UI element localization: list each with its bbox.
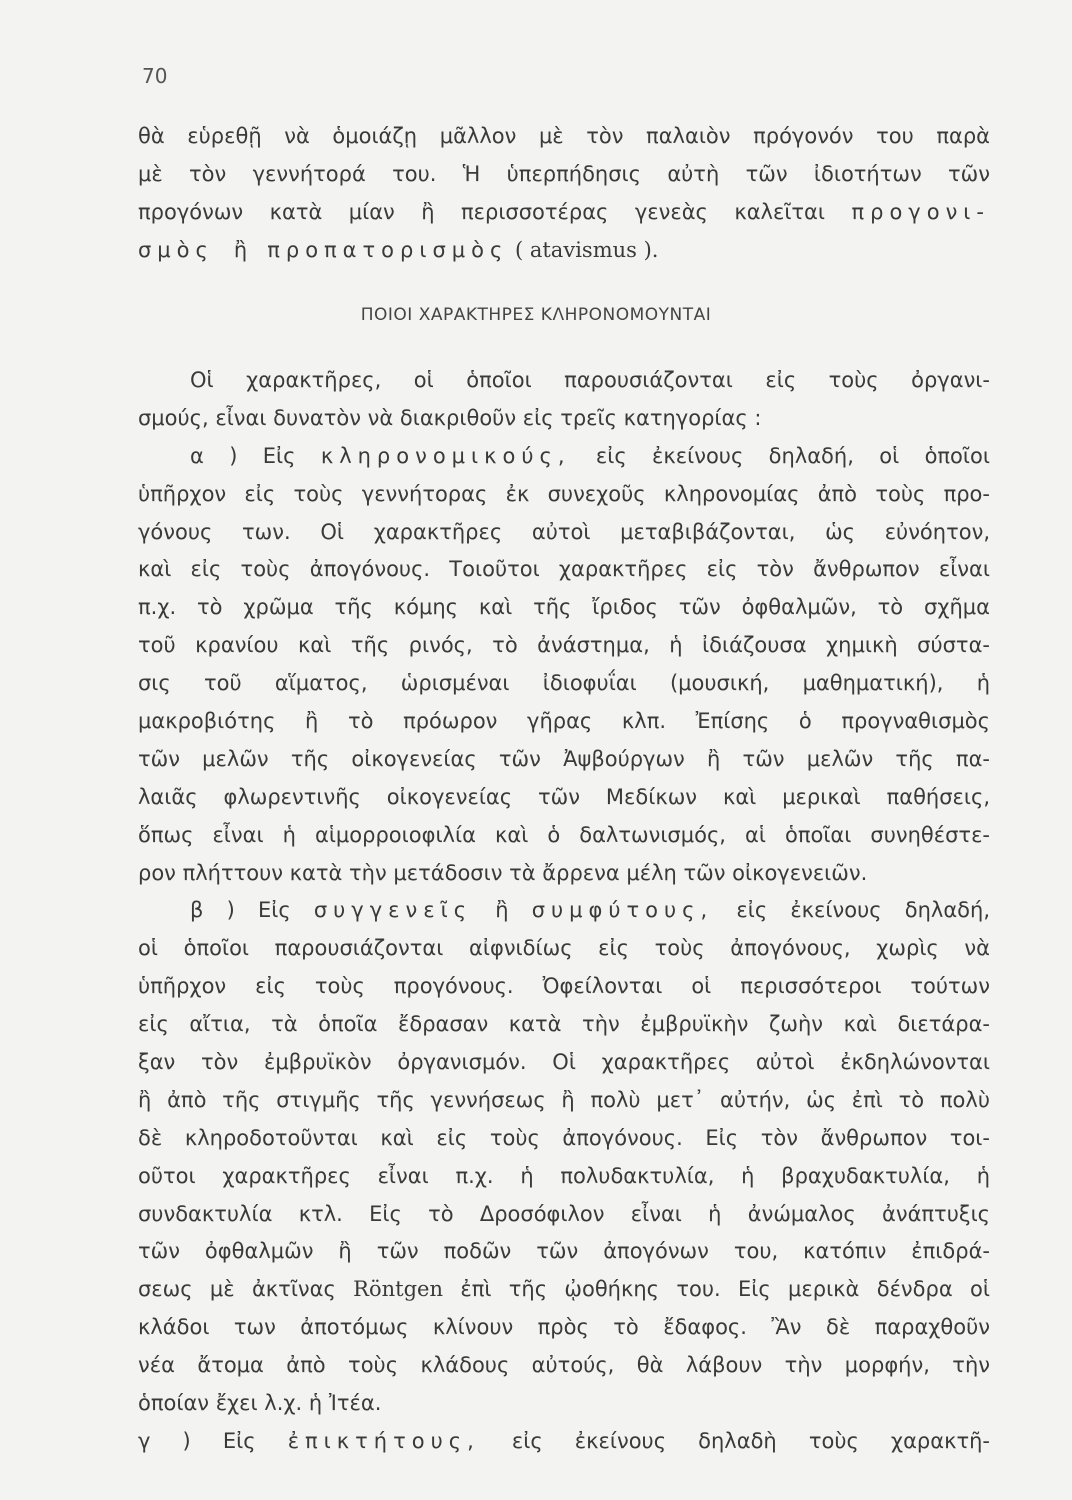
text-line: γόνους των. Οἱ χαρακτῆρες αὐτοὶ μεταβιβάζονται, ὡς εὐνόητον,	[138, 519, 990, 544]
text-run: σεως μὲ ἀκτῖνας	[138, 1277, 336, 1302]
text-line: Οἱ χαρακτῆρες, οἱ ὁποῖοι παρουσιάζονται εἰς τοὺς ὀργανι-	[190, 368, 990, 392]
item-b-label: β ) Εἰς	[190, 898, 291, 923]
text-line: θὰ εὑρεθῇ νὰ ὁμοιάζῃ μᾶλλον μὲ τὸν παλαιὸν πρόγονόν του παρὰ	[138, 124, 990, 148]
text-line	[138, 194, 990, 232]
text-line: μακροβιότης ἢ τὸ πρόωρον γῆρας κλπ. Ἐπίσης ὁ προγναθισμὸς	[138, 709, 990, 734]
term-innate: συμφύτους,	[531, 898, 714, 923]
term-hereditary: κληρονομικούς,	[320, 443, 571, 468]
text-line: οἱ ὁποῖοι παρουσιάζονται αἰφνιδίως εἰς τοὺς ἀπογόνους, χωρὶς νὰ	[138, 936, 990, 961]
main-text	[138, 362, 990, 1461]
text-line: ὅπως εἶναι ἡ αἱμορροιοφιλία καὶ ὁ δαλτωνισμός, αἱ ὁποῖαι συνηθέστε-	[138, 822, 990, 847]
term-propatorismos: προπατορισμὸς	[267, 237, 509, 262]
text-line: τοῦ κρανίου καὶ τῆς ρινός, τὸ ἀνάστημα, ἡ ἰδιάζουσα χημικὴ σύστα-	[138, 633, 990, 658]
text-line: τῶν ὀφθαλμῶν ἢ τῶν ποδῶν τῶν ἀπογόνων του, κατόπιν ἐπιδρά-	[138, 1239, 990, 1264]
text-line: ὑπῆρχον εἰς τοὺς προγόνους. Ὀφείλονται οἱ περισσότεροι τούτων	[138, 974, 990, 999]
term-rontgen: Röntgen	[353, 1277, 443, 1302]
text-run: ἢ	[495, 898, 509, 923]
text-line: εἰς αἴτια, τὰ ὁποῖα ἔδρασαν κατὰ τὴν ἐμβρυϊκὴν ζωὴν καὶ διετάρα-	[138, 1012, 990, 1037]
term-progonismos-end: σμὸς	[138, 237, 214, 262]
text-run: ἐπὶ τῆς ᾠοθήκης του. Εἰς μερικὰ δένδρα οἱ	[460, 1277, 990, 1302]
text-line: ἢ ἀπὸ τῆς στιγμῆς τῆς γεννήσεως ἢ πολὺ μετ᾽ αὐτήν, ὡς ἐπὶ τὸ πολὺ	[138, 1087, 990, 1112]
term-atavismus: ( atavismus ).	[514, 237, 659, 262]
text-run: εἰς ἐκείνους δηλαδή, οἱ ὁποῖοι	[595, 443, 990, 468]
intro-paragraph	[138, 118, 990, 270]
text-line: καὶ εἰς τοὺς ἀπογόνους. Τοιοῦτοι χαρακτῆρες εἰς τὸν ἄνθρωπον εἶναι	[138, 557, 990, 582]
item-c-line	[138, 1423, 990, 1461]
text-line: οῦτοι χαρακτῆρες εἶναι π.χ. ἡ πολυδακτυλία, ἡ βραχυδακτυλία, ἡ	[138, 1163, 990, 1188]
text-line: ρον πλήττουν κατὰ τὴν μετάδοσιν τὰ ἄρρενα μέλη τῶν οἰκογενειῶν.	[138, 860, 868, 885]
item-a-line	[138, 438, 990, 476]
section-heading: ΠΟΙΟΙ ΧΑΡΑΚΤΗΡΕΣ ΚΛΗΡΟΝΟΜΟΥΝΤΑΙ	[360, 305, 712, 325]
text-line: σις τοῦ αἵματος, ὡρισμέναι ἰδιοφυΐαι (μουσική, μαθηματική), ἡ	[138, 671, 990, 696]
item-a-label: α ) Εἰς	[190, 443, 296, 468]
term-progonismos: προγονι-	[851, 199, 990, 224]
text-line: τῶν μελῶν τῆς οἰκογενείας τῶν Ἀψβούργων ἢ τῶν μελῶν τῆς πα-	[138, 746, 990, 771]
text-run: εἰς ἐκείνους δηλαδή,	[736, 898, 990, 923]
text-line: κλάδοι των ἀποτόμως κλίνουν πρὸς τὸ ἔδαφος. Ἂν δὲ παραχθοῦν	[138, 1315, 990, 1340]
item-b-line	[138, 892, 990, 930]
text-run: εἰς ἐκείνους δηλαδὴ τοὺς χαρακτῆ-	[511, 1428, 990, 1453]
text-run: προγόνων κατὰ μίαν ἢ περισσοτέρας γενεὰς καλεῖται	[138, 199, 826, 224]
item-c-label: γ ) Εἰς	[138, 1428, 256, 1453]
text-line: ὁποίαν ἔχει λ.χ. ἡ Ἰτέα.	[138, 1391, 382, 1416]
text-line	[138, 232, 990, 270]
text-line: νέα ἄτομα ἀπὸ τοὺς κλάδους αὐτούς, θὰ λάβουν τὴν μορφήν, τὴν	[138, 1353, 990, 1378]
text-line: μὲ τὸν γεννήτορά του. Ἡ ὑπερπήδησις αὐτὴ τῶν ἰδιοτήτων τῶν	[138, 161, 990, 186]
text-line: λαιᾶς φλωρεντινῆς οἰκογενείας τῶν Μεδίκων καὶ μερικαὶ παθήσεις,	[138, 784, 990, 809]
term-acquired: ἐπικτήτους,	[287, 1428, 480, 1453]
text-run: ἢ	[233, 237, 248, 262]
term-congenital: συγγενεῖς	[313, 898, 473, 923]
text-line: ξαν τὸν ἐμβρυϊκὸν ὀργανισμόν. Οἱ χαρακτῆρες αὐτοὶ ἐκδηλώνονται	[138, 1050, 990, 1075]
text-line: συνδακτυλία κτλ. Εἰς τὸ Δροσόφιλον εἶναι ἡ ἀνώμαλος ἀνάπτυξις	[138, 1201, 990, 1226]
text-line: σμούς, εἶναι δυνατὸν νὰ διακριθοῦν εἰς τρεῖς κατηγορίας :	[138, 405, 762, 430]
page-number: 70	[142, 64, 168, 88]
text-line: δὲ κληροδοτοῦνται καὶ εἰς τοὺς ἀπογόνους. Εἰς τὸν ἄνθρωπον τοι-	[138, 1125, 990, 1150]
text-line: ὑπῆρχον εἰς τοὺς γεννήτορας ἐκ συνεχοῦς κληρονομίας ἀπὸ τοὺς προ-	[138, 481, 990, 506]
text-line	[138, 1271, 990, 1309]
text-line: π.χ. τὸ χρῶμα τῆς κόμης καὶ τῆς ἴριδος τῶν ὀφθαλμῶν, τὸ σχῆμα	[138, 595, 990, 620]
